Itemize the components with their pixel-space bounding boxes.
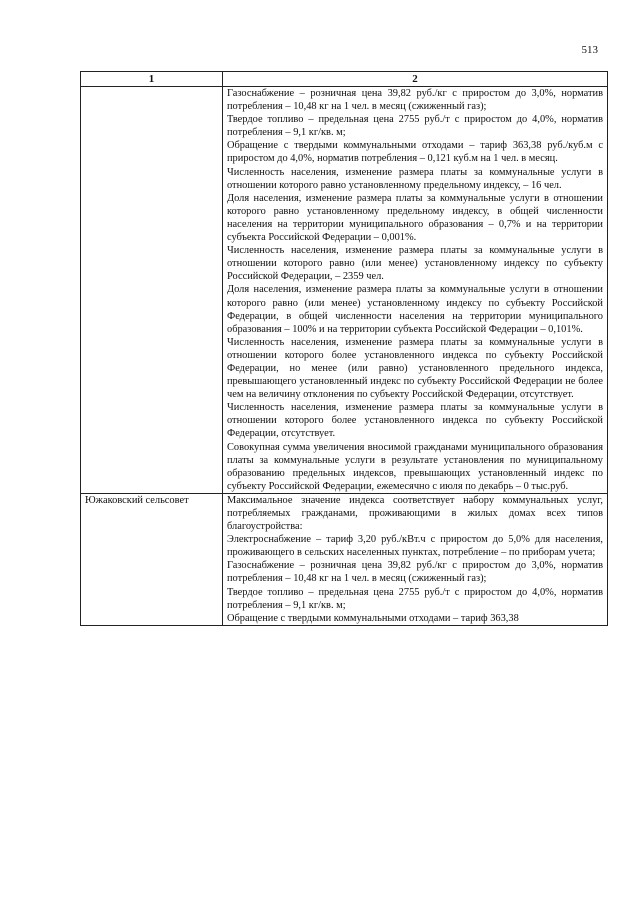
paragraph: Твердое топливо – предельная цена 2755 руб./т с приростом до 4,0%, норматив потребления – 9,1 кг/кв. м; (227, 114, 603, 139)
paragraph: Доля населения, изменение размера платы за коммунальные услуги в отношении которого равно установленному предельному индексу, в общей численности населения на территории муниципального образования – 0,7% и на территории субъекта Российской Федерации – 0,001%. (227, 192, 603, 244)
page-number: 513 (581, 44, 598, 56)
column-header-1: 1 (81, 72, 223, 87)
paragraph: Максимальное значение индекса соответствует набору коммунальных услуг, потребляемых гражданами, проживающими в жилых домах всех типов благоустройства: (227, 494, 603, 533)
paragraph: Численность населения, изменение размера платы за коммунальные услуги в отношении которого равно (или менее) установленному индексу по субъекту Российской Федерации, – 2359 чел. (227, 245, 603, 283)
paragraph: Численность населения, изменение размера платы за коммунальные услуги в отношении которого более установленного индекса по субъекту Российской Федерации, отсутствует. (227, 402, 603, 440)
description-cell (223, 493, 608, 625)
paragraph: Обращение с твердыми коммунальными отходами – тариф 363,38 (227, 612, 519, 624)
paragraph: Численность населения, изменение размера платы за коммунальные услуги в отношении которого более установленного индекса по субъекту Российской Федерации, но менее (или равно) установленного предельного индекса, превышающего установленный индекс по субъекту Российской Федерации не более чем на величину отклонения по субъекту Российской Федерации, отсутствует. (227, 336, 603, 401)
paragraph: Газоснабжение – розничная цена 39,82 руб./кг с приростом до 3,0%, норматив потребления – 10,48 кг на 1 чел. в месяц (сжиженный газ); (227, 88, 603, 113)
paragraph: Численность населения, изменение размера платы за коммунальные услуги в отношении которого равно установленному предельному индексу, – 16 чел. (227, 166, 603, 191)
header-row (81, 72, 608, 87)
column-header-2: 2 (223, 72, 608, 87)
table-row (81, 87, 608, 494)
document-table (80, 71, 608, 626)
paragraph: Доля населения, изменение размера платы за коммунальные услуги в отношении которого равно (или менее) установленному индексу по субъекту Российской Федерации, в общей численности населения на территории муниципального образования – 100% и на территории субъекта Российской Федерации – 0,101%. (227, 284, 603, 335)
paragraph: Газоснабжение – розничная цена 39,82 руб./кг с приростом до 3,0%, норматив потребления – 10,48 кг на 1 чел. в месяц (сжиженный газ); (227, 560, 603, 585)
paragraph: Твердое топливо – предельная цена 2755 руб./т с приростом до 4,0%, норматив потребления – 9,1 кг/кв. м; (227, 586, 603, 611)
paragraph: Электроснабжение – тариф 3,20 руб./кВт.ч с приростом до 5,0% для населения, проживающего в сельских населенных пунктах, потребление – по приборам учета; (227, 534, 603, 559)
table-row (81, 493, 608, 625)
paragraph: Совокупная сумма увеличения вносимой гражданами муниципального образования платы за коммунальные услуги в результате установления по муниципальному образованию предельных индексов, превышающих установленный индекс по субъекту Российской Федерации, ежемесячно с июля по декабрь – 0 тыс.руб. (227, 441, 603, 492)
description-cell (223, 87, 608, 494)
municipality-cell (81, 87, 223, 494)
paragraph: Обращение с твердыми коммунальными отходами – тариф 363,38 руб./куб.м с приростом до 4,0%, норматив потребления – 0,121 куб.м на 1 чел. в месяц. (227, 140, 603, 165)
municipality-cell: Южаковский сельсовет (81, 493, 223, 625)
